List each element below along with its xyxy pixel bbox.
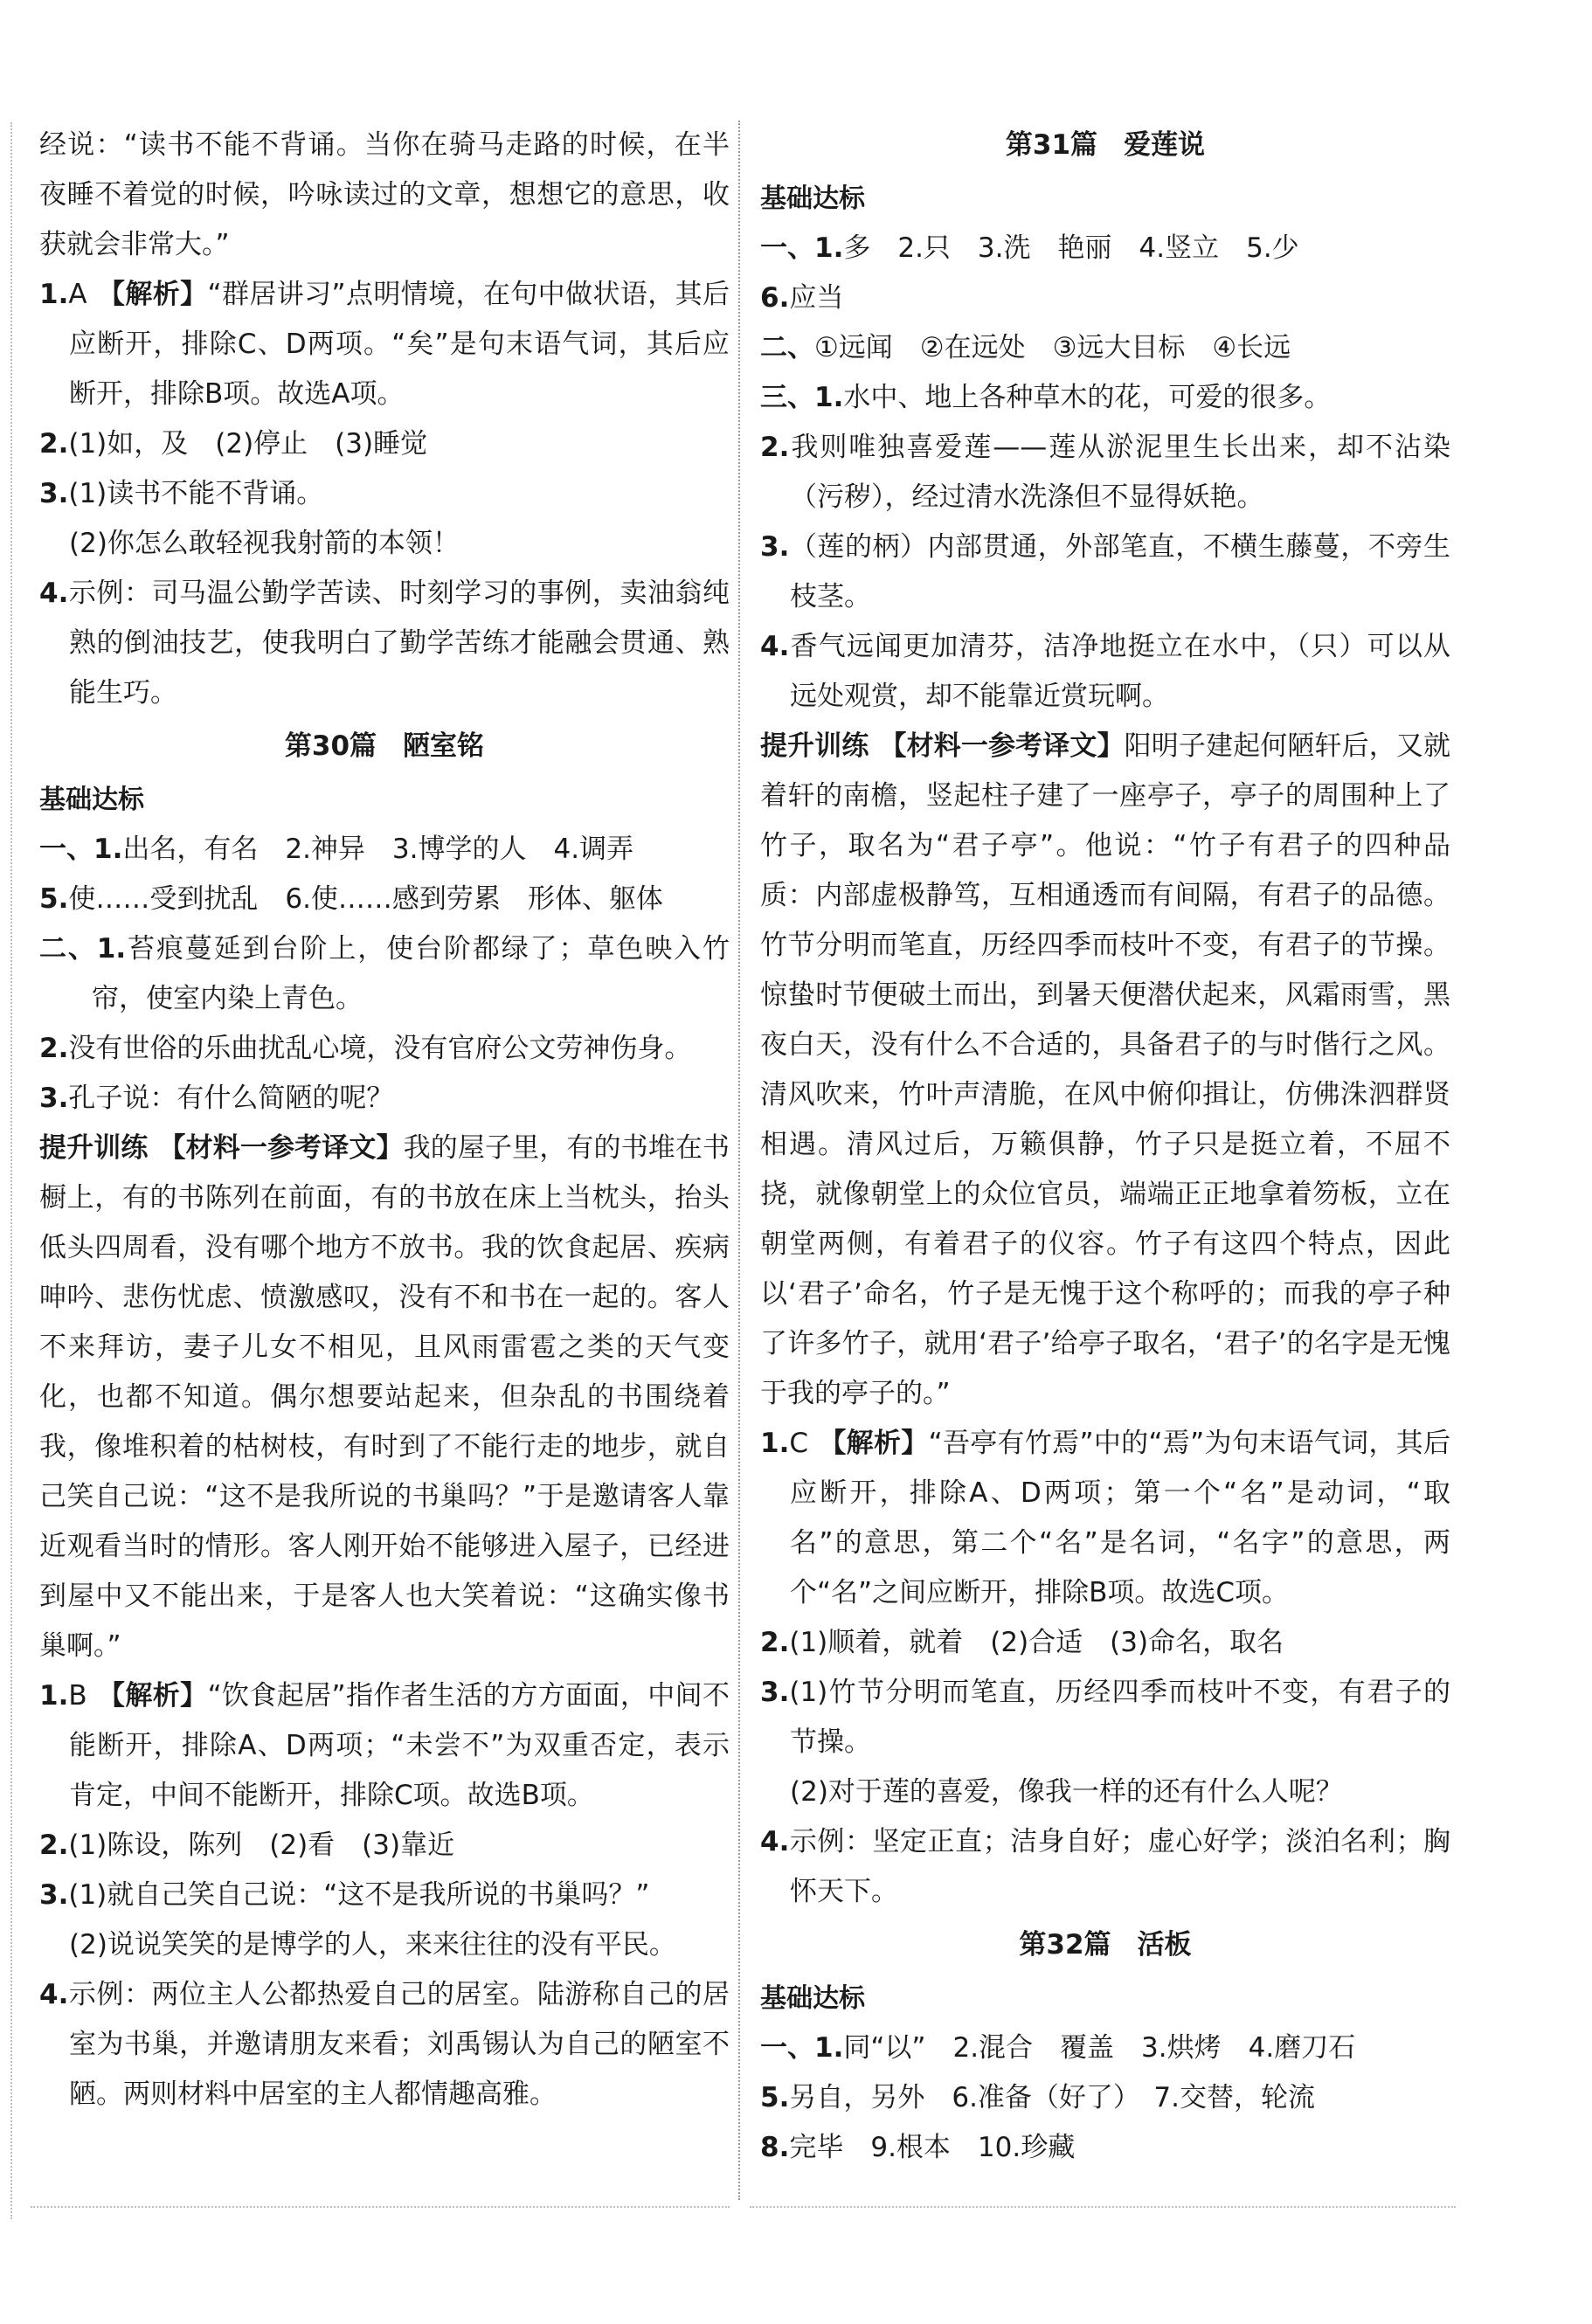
q29-4: 4.示例：司马温公勤学苦读、时刻学习的事例，卖油翁纯熟的倒油技艺，使我明白了勤学苦练才能融会贯通、熟能生巧。 <box>39 578 730 709</box>
j30-2-2: 2.没有世俗的乐曲扰乱心境，没有官府公文劳神伤身。 <box>39 1033 692 1064</box>
j30-2-3: 3.孔子说：有什么简陋的呢？ <box>39 1082 394 1114</box>
t30-3-sub: (2)说说笑笑的是博学的人，来来往往的没有平民。 <box>69 1929 676 1961</box>
q29-3-sub: (2)你怎么敢轻视我射箭的本领！ <box>69 528 460 559</box>
j30-1: 一、1.出名，有名 2.神异 3.博学的人 4.调弄 <box>39 833 634 865</box>
heading-basic-32: 基础达标 <box>760 1983 865 2014</box>
t30-3: 3.(1)就自己笑自己说：“这不是我所说的书巢吗？” <box>39 1879 650 1911</box>
j31-6: 6.应当 <box>760 282 844 314</box>
column-divider <box>738 121 740 2200</box>
t30-2: 2.(1)陈设，陈列 (2)看 (3)靠近 <box>39 1829 455 1861</box>
intro-paragraph: 经说：“读书不能不背诵。当你在骑马走路的时候，在半夜睡不着觉的时候，吟咏读过的文章，想想它的意思，收获就会非常大。” <box>39 129 730 260</box>
t31-3-sub: (2)对于莲的喜爱，像我一样的还有什么人呢？ <box>790 1776 1343 1808</box>
t31-3: 3.(1)竹节分明而笔直，历经四季而枝叶不变，有君子的节操。 <box>760 1677 1450 1758</box>
j31-3-3: 3.（莲的柄）内部贯通，外部笔直，不横生藤蔓，不旁生枝茎。 <box>760 531 1450 612</box>
t30-4: 4.示例：两位主人公都热爱自己的居室。陆游称自己的居室为书巢，并邀请朋友来看；刘禹锡认为自己的陋室不陋。两则材料中居室的主人都情趣高雅。 <box>39 1979 730 2110</box>
left-margin-rule <box>10 122 12 2219</box>
j32-8: 8.完毕 9.根本 10.珍藏 <box>760 2132 1076 2163</box>
section-title-30: 第30篇 陋室铭 <box>284 730 485 762</box>
q29-2: 2.(1)如，及 (2)停止 (3)睡觉 <box>39 428 428 460</box>
trans31-paragraph: 提升训练 【材料一参考译文】阳明子建起何陋轩后，又就着轩的南檐，竖起柱子建了一座亭子，亭子的周围种上了竹子，取名为“君子亭”。他说：“竹子有君子的四种品质：内部虚极静笃，互相通透而有间隔，有君子的品德。竹节分明而笔直，历经四季而枝叶不变，有君子的节操。惊蛰时节便破土而出，到暑天便潜伏起来，风霜雨雪，黑夜白天，没有什么不合适的，具备君子的与时偕行之风。清风吹来，竹叶声清脆，在风中俯仰揖让，仿佛洙泗群贤相遇。清风过后，万籁俱静，竹子只是挺立着，不屈不挠，就像朝堂上的众位官员，端端正正地拿着笏板，立在朝堂两侧，有着君子的仪容。竹子有这四个特点，因此以‘君子’命名，竹子是无愧于这个称呼的；而我的亭子种了许多竹子，就用‘君子’给亭子取名，‘君子’的名字是无愧于我的亭子的。” <box>760 730 1450 1409</box>
q29-3: 3.(1)读书不能不背诵。 <box>39 478 324 509</box>
trans30-paragraph: 提升训练 【材料一参考译文】我的屋子里，有的书堆在书橱上，有的书陈列在前面，有的书放在床上当枕头，抬头低头四周看，没有哪个地方不放书。我的饮食起居、疾病呻吟、悲伤忧虑、愤激感叹，没有不和书在一起的。客人不来拜访，妻子儿女不相见，且风雨雷雹之类的天气变化，也都不知道。偶尔想要站起来，但杂乱的书围绕着我，像堆积着的枯树枝，有时到了不能行走的地步，就自己笑自己说：“这不是我所说的书巢吗？”于是邀请客人靠近观看当时的情形。客人刚开始不能够进入屋子，已经进到屋中又不能出来，于是客人也大笑着说：“这确实像书巢啊。” <box>39 1132 730 1662</box>
t31-1: 1.C 【解析】“吾亭有竹焉”中的“焉”为句末语气词，其后应断开，排除A、D两项；第一个“名”是动词，“取名”的意思，第二个“名”是名词，“名字”的意思，两个“名”之间应断开，排除B项。故选C项。 <box>760 1428 1450 1608</box>
j30-5: 5.使……受到扰乱 6.使……感到劳累 形体、躯体 <box>39 883 663 915</box>
j30-2-1: 二、1.苔痕蔓延到台阶上，使台阶都绿了；草色映入竹帘，使室内染上青色。 <box>39 933 730 1014</box>
j31-1: 一、1.多 2.只 3.洗 艳丽 4.竖立 5.少 <box>760 232 1299 264</box>
right-column <box>760 121 1450 2173</box>
left-column <box>39 121 730 2120</box>
j31-3-2: 2.我则唯独喜爱莲——莲从淤泥里生长出来，却不沾染（污秽），经过清水洗涤但不显得妖艳。 <box>760 432 1450 513</box>
j31-3-1: 三、1.水中、地上各种草木的花，可爱的很多。 <box>760 382 1332 413</box>
t31-2: 2.(1)顺着，就着 (2)合适 (3)命名，取名 <box>760 1627 1284 1658</box>
section-title-32: 第32篇 活板 <box>1019 1929 1192 1961</box>
bottom-rule-left <box>31 2206 730 2208</box>
j31-2: 二、①远闻 ②在远处 ③远大目标 ④长远 <box>760 332 1291 363</box>
j32-1: 一、1.同“以” 2.混合 覆盖 3.烘烤 4.磨刀石 <box>760 2032 1356 2064</box>
t30-1: 1.B 【解析】“饮食起居”指作者生活的方方面面，中间不能断开，排除A、D两项；“未尝不”为双重否定，表示肯定，中间不能断开，排除C项。故选B项。 <box>39 1680 730 1811</box>
j32-5: 5.另自，另外 6.准备（好了） 7.交替，轮流 <box>760 2082 1316 2113</box>
j31-3-4: 4.香气远闻更加清芬，洁净地挺立在水中，（只）可以从远处观赏，却不能靠近赏玩啊。 <box>760 631 1450 712</box>
heading-basic-31: 基础达标 <box>760 183 865 214</box>
t31-4: 4.示例：坚定正直；洁身自好；虚心好学；淡泊名利；胸怀天下。 <box>760 1826 1450 1907</box>
section-title-31: 第31篇 爱莲说 <box>1005 129 1206 161</box>
heading-basic-30: 基础达标 <box>39 785 144 815</box>
q29-1: 1.A 【解析】“群居讲习”点明情境，在句中做状语，其后应断开，排除C、D两项。“矣”是句末语气词，其后应断开，排除B项。故选A项。 <box>39 279 730 410</box>
bottom-rule-right <box>750 2206 1456 2208</box>
